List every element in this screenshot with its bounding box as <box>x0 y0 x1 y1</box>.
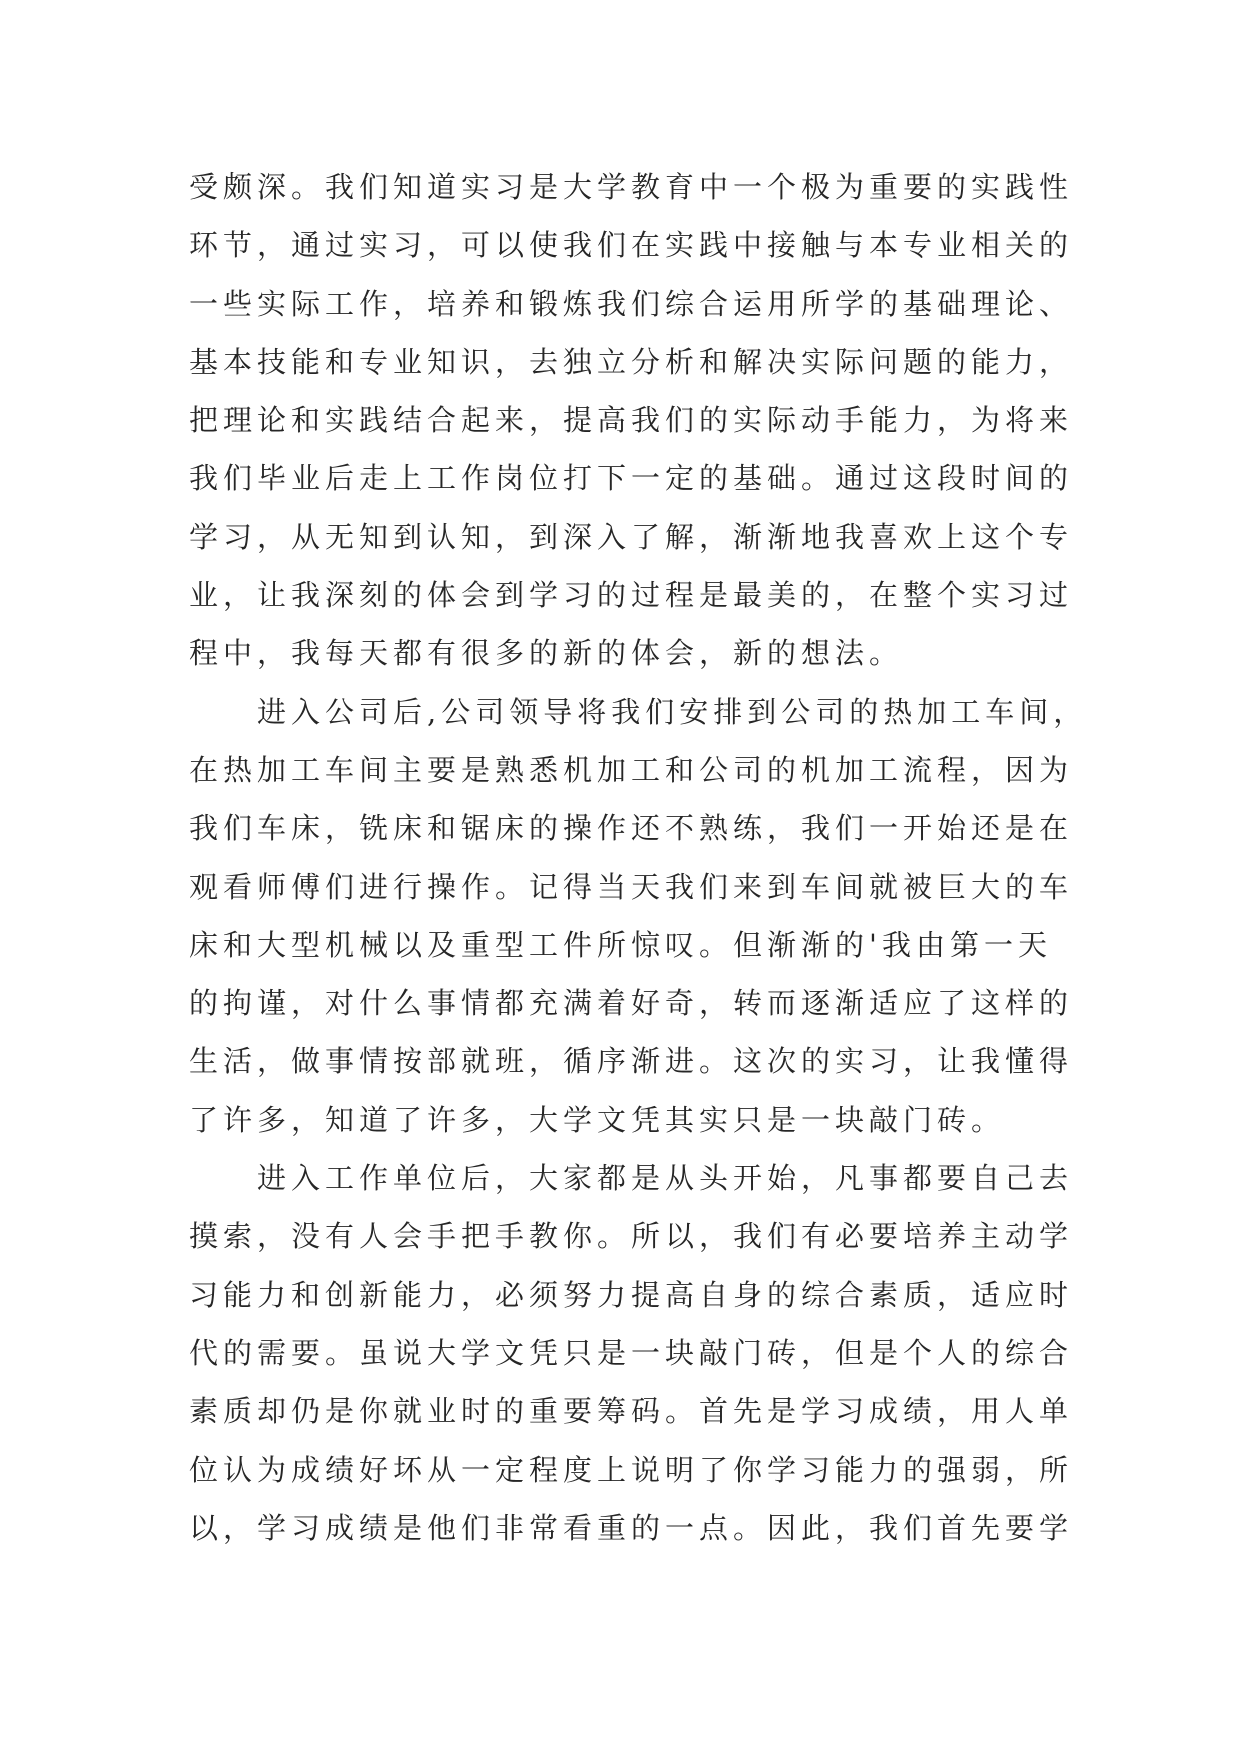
text-line: 程中，我每天都有很多的新的体会，新的想法。 <box>189 636 904 671</box>
text-line: 代的需要。虽说大学文凭只是一块敲门砖，但是个人的综合 <box>189 1335 1074 1370</box>
text-line: 我们车床，铣床和锯床的操作还不熟练，我们一开始还是在 <box>189 811 1074 846</box>
text-line: 学习，从无知到认知，到深入了解，渐渐地我喜欢上这个专 <box>189 519 1074 554</box>
text-line: 床和大型机械以及重型工件所惊叹。但渐渐的'我由第一天 <box>189 927 1052 962</box>
text-line: 的拘谨，对什么事情都充满着好奇，转而逐渐适应了这样的 <box>189 986 1074 1021</box>
body-text <box>189 158 1088 1557</box>
text-line: 一些实际工作，培养和锻炼我们综合运用所学的基础理论、 <box>189 286 1074 321</box>
text-line: 生活，做事情按部就班，循序渐进。这次的实习，让我懂得 <box>189 1044 1074 1079</box>
text-line: 把理论和实践结合起来，提高我们的实际动手能力，为将来 <box>189 403 1074 438</box>
text-line: 摸索，没有人会手把手教你。所以，我们有必要培养主动学 <box>189 1219 1074 1254</box>
text-line: 环节，通过实习，可以使我们在实践中接触与本专业相关的 <box>189 228 1074 263</box>
paragraph-first-line: 进入工作单位后，大家都是从头开始，凡事都要自己去 <box>257 1161 1074 1196</box>
text-line: 基本技能和专业知识，去独立分析和解决实际问题的能力， <box>189 344 1074 379</box>
paragraph-first-line: 进入公司后,公司领导将我们安排到公司的热加工车间， <box>257 694 1088 729</box>
text-line: 业，让我深刻的体会到学习的过程是最美的，在整个实习过 <box>189 578 1074 613</box>
text-line: 我们毕业后走上工作岗位打下一定的基础。通过这段时间的 <box>189 461 1074 496</box>
text-line: 习能力和创新能力，必须努力提高自身的综合素质，适应时 <box>189 1277 1074 1312</box>
text-line: 在热加工车间主要是熟悉机加工和公司的机加工流程，因为 <box>189 752 1074 787</box>
text-line: 了许多，知道了许多，大学文凭其实只是一块敲门砖。 <box>189 1102 1006 1137</box>
text-line: 素质却仍是你就业时的重要筹码。首先是学习成绩，用人单 <box>189 1394 1074 1429</box>
text-line: 受颇深。我们知道实习是大学教育中一个极为重要的实践性 <box>189 170 1074 204</box>
text-line: 位认为成绩好坏从一定程度上说明了你学习能力的强弱，所 <box>189 1452 1074 1487</box>
text-line: 观看师傅们进行操作。记得当天我们来到车间就被巨大的车 <box>189 869 1074 904</box>
text-line: 以，学习成绩是他们非常看重的一点。因此，我们首先要学 <box>189 1510 1074 1545</box>
